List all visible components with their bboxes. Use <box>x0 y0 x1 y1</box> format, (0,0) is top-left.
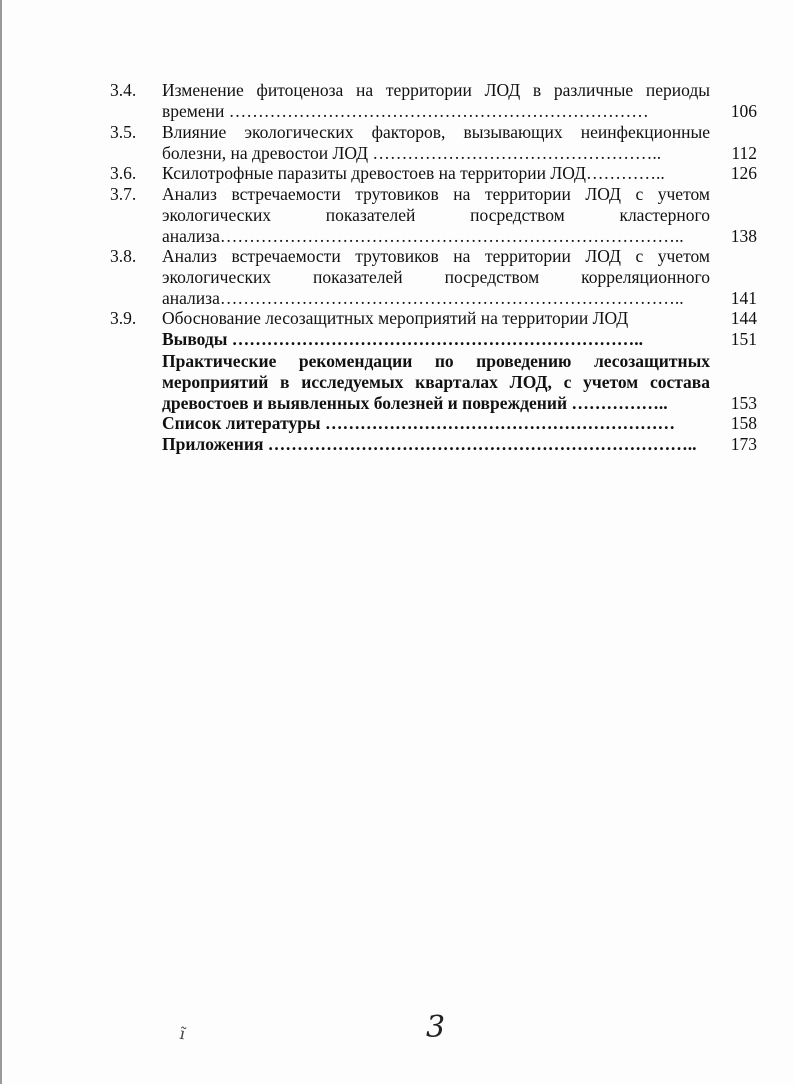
page-edge <box>0 0 2 1084</box>
toc-title-line: Обоснование лесозащитных мероприятий на территории ЛОД <box>162 308 629 328</box>
toc-title-line: болезни, на древостои ЛОД ………………………………………….. <box>162 143 662 163</box>
toc-page-number: 144 <box>730 308 757 328</box>
toc-title-line: анализа…………………………………………………………………….. <box>162 288 684 308</box>
toc-title-line: экологических показателей посредством кластерного <box>162 205 710 225</box>
toc-page-number: 126 <box>730 163 757 183</box>
toc-number: 3.8. <box>110 246 137 266</box>
toc-page-number: 141 <box>730 288 757 308</box>
toc-title-line: Анализ встречаемости трутовиков на территории ЛОД с учетом <box>162 184 710 204</box>
toc-number: 3.6. <box>110 163 137 183</box>
toc-page-number: 112 <box>731 143 757 163</box>
toc-page-number: 158 <box>730 413 757 433</box>
toc-number: 3.7. <box>110 184 137 204</box>
toc-page-number: 153 <box>730 393 757 413</box>
toc-number: 3.5. <box>110 122 137 142</box>
toc-page-number: 138 <box>730 226 757 246</box>
toc-page-number: 106 <box>730 101 757 121</box>
toc-title-line: Ксилотрофные паразиты древостоев на территории ЛОД………….. <box>162 163 665 183</box>
toc-number: 3.9. <box>110 308 137 328</box>
handwritten-page-number: 3 <box>426 1010 446 1045</box>
toc-title-line: времени ……………………………………………………………… <box>162 101 649 121</box>
toc-title-line: древостоев и выявленных болезней и повреждений …………….. <box>162 393 668 413</box>
toc-title-line: Практические рекомендации по проведению лесозащитных <box>162 351 710 371</box>
scan-mark: ĩ <box>178 1023 188 1044</box>
toc-title-line: Список литературы …………………………………………………… <box>162 413 675 433</box>
toc-title-line: анализа…………………………………………………………………….. <box>162 226 684 246</box>
toc-title-line: Изменение фитоценоза на территории ЛОД в различные периоды <box>162 80 710 100</box>
toc-title-line: экологических показателей посредством корреляционного <box>162 267 710 287</box>
toc-title-line: мероприятий в исследуемых кварталах ЛОД, с учетом состава <box>162 372 710 392</box>
toc-number: 3.4. <box>110 80 137 100</box>
toc-title-line: Анализ встречаемости трутовиков на территории ЛОД с учетом <box>162 246 710 266</box>
toc-title-line: Влияние экологических факторов, вызывающих неинфекционные <box>162 122 710 142</box>
toc-title-line: Приложения ……………………………………………………………….. <box>162 434 697 454</box>
toc-title-line: Выводы …………………………………………………………….. <box>162 329 644 349</box>
toc-page-number: 173 <box>730 434 757 454</box>
toc-page-number: 151 <box>730 329 757 349</box>
